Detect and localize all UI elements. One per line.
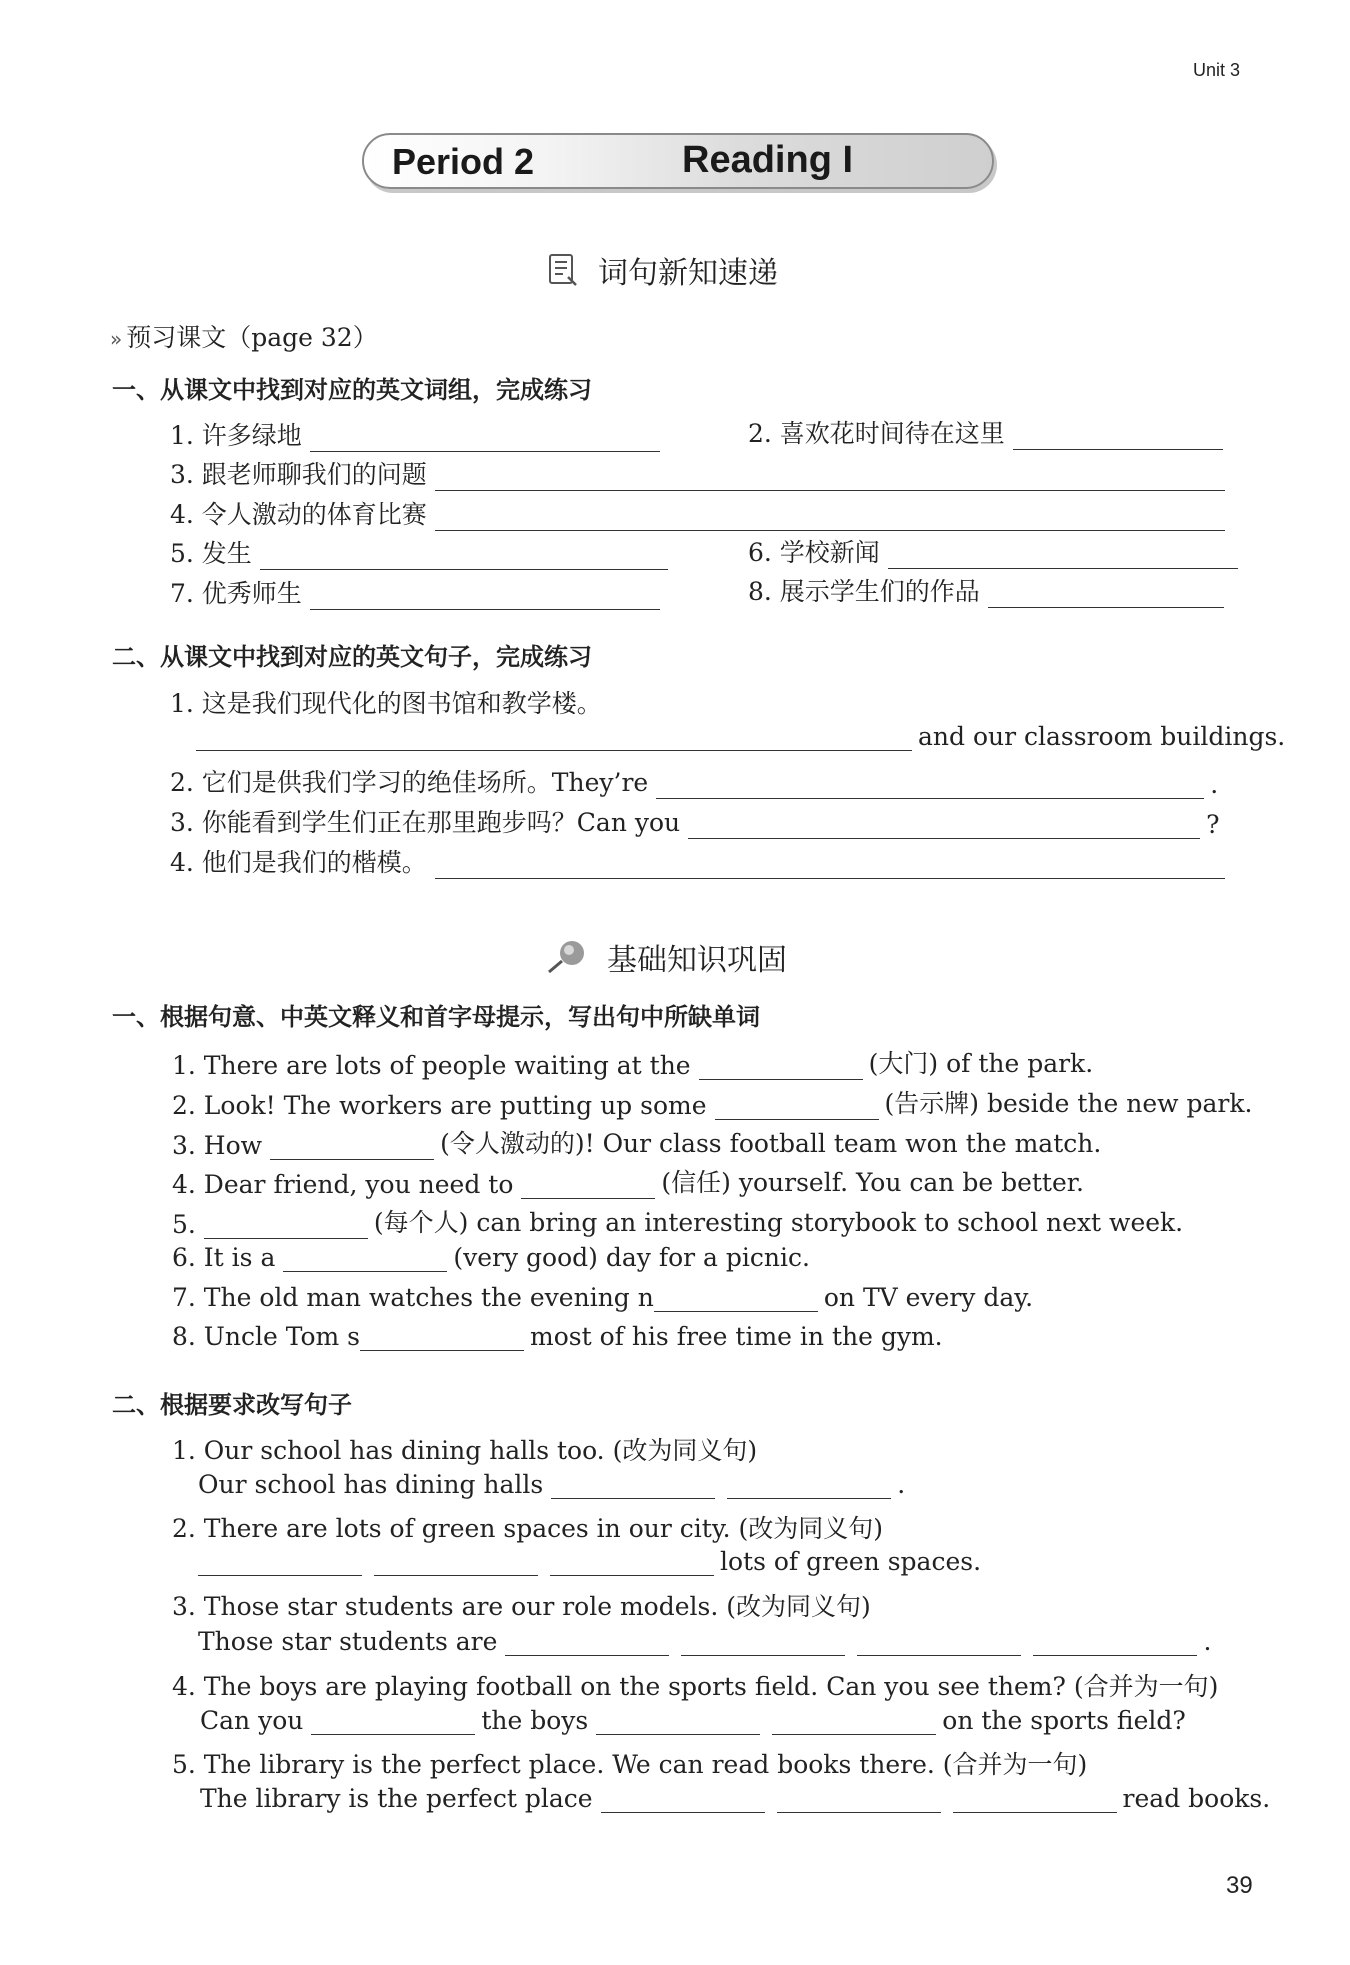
period-banner (362, 133, 994, 189)
answer-blank[interactable] (550, 1553, 714, 1576)
magnifier-icon (545, 939, 589, 975)
phrase-item: 4. 令人激动的体育比赛 (170, 495, 1231, 531)
answer-blank[interactable] (727, 1476, 891, 1499)
fill-item: 3. How (令人激动的)! Our class football team won the match. (172, 1129, 1102, 1160)
fill-item: 8. Uncle Tom s most of his free time in the gym. (172, 1322, 943, 1351)
rewrite-item: 2. There are lots of green spaces in our city. (改为同义句) (172, 1514, 884, 1543)
preview-text: 预习课文（page 32） (126, 323, 378, 352)
answer-blank[interactable] (310, 587, 660, 610)
answer-blank[interactable] (988, 585, 1224, 608)
answer-blank[interactable] (551, 1476, 715, 1499)
phrase-item: 7. 优秀师生 (170, 574, 666, 610)
answer-blank[interactable] (1013, 427, 1223, 450)
answer-blank[interactable] (505, 1633, 669, 1656)
answer-blank[interactable] (435, 468, 1225, 491)
phrase-item: 1. 许多绿地 (170, 416, 666, 452)
answer-blank[interactable] (601, 1790, 765, 1813)
rewrite-answer: Can you the boys on the sports field? (200, 1706, 1186, 1735)
fill-item: 6. It is a (very good) day for a picnic. (172, 1243, 810, 1272)
answer-blank[interactable] (715, 1097, 879, 1120)
section-vocab-title (548, 248, 778, 292)
answer-blank[interactable] (521, 1176, 655, 1199)
answer-blank[interactable] (374, 1553, 538, 1576)
section-basics-title-text: 基础知识巩固 (607, 943, 787, 978)
answer-blank[interactable] (204, 1216, 368, 1239)
phrase-item: 6. 学校新闻 (748, 533, 1244, 569)
answer-blank[interactable] (681, 1633, 845, 1656)
rewrite-answer: Those star students are . (198, 1627, 1212, 1656)
chevron-right-icon: » (110, 327, 123, 351)
sentence-item: 4. 他们是我们的楷模。 (170, 843, 1231, 879)
answer-blank[interactable] (699, 1057, 863, 1080)
rewrite-answer: Our school has dining halls . (198, 1470, 906, 1499)
rewrite-item: 3. Those star students are our role models. (改为同义句) (172, 1592, 871, 1621)
answer-blank[interactable] (310, 429, 660, 452)
vocab-part1-heading: 一、从课文中找到对应的英文词组，完成练习 (112, 376, 592, 404)
preview-line (110, 318, 378, 354)
answer-blank[interactable] (435, 856, 1225, 879)
basics-part1-heading: 一、根据句意、中英文释义和首字母提示，写出句中所缺单词 (112, 1003, 760, 1031)
phrase-item: 3. 跟老师聊我们的问题 (170, 455, 1231, 491)
answer-blank[interactable] (772, 1712, 936, 1735)
fill-item: 7. The old man watches the evening n on TV every day. (172, 1283, 1034, 1312)
answer-blank[interactable] (196, 728, 912, 751)
answer-blank[interactable] (260, 547, 668, 570)
reading-label: Reading I (682, 139, 854, 181)
fill-item: 2. Look! The workers are putting up some (告示牌) beside the new park. (172, 1089, 1253, 1120)
page-number: 39 (1226, 1872, 1253, 1899)
phrase-item: 2. 喜欢花时间待在这里 (748, 414, 1229, 450)
answer-blank[interactable] (270, 1137, 434, 1160)
section-vocab-title-text: 词句新知速递 (598, 256, 778, 291)
unit-label: Unit 3 (1193, 60, 1241, 80)
rewrite-item: 1. Our school has dining halls too. (改为同义句) (172, 1436, 758, 1465)
answer-blank[interactable] (435, 508, 1225, 531)
period-label: Period 2 (392, 141, 535, 182)
answer-blank[interactable] (1033, 1633, 1197, 1656)
fill-item: 1. There are lots of people waiting at the (大门) of the park. (172, 1049, 1094, 1080)
sentence-item: 2. 它们是供我们学习的绝佳场所。They’re . (170, 768, 1219, 799)
answer-blank[interactable] (283, 1249, 447, 1272)
rewrite-answer: lots of green spaces. (198, 1547, 981, 1576)
answer-blank[interactable] (888, 546, 1238, 569)
answer-blank[interactable] (857, 1633, 1021, 1656)
section-basics-title (545, 935, 787, 979)
answer-blank[interactable] (953, 1790, 1117, 1813)
basics-part2-heading: 二、根据要求改写句子 (112, 1391, 352, 1419)
fill-item: 4. Dear friend, you need to (信任) yourself. You can be better. (172, 1168, 1084, 1199)
sentence-item: 1. 这是我们现代化的图书馆和教学楼。 (170, 689, 602, 718)
answer-blank[interactable] (656, 776, 1204, 799)
sentence-item: 3. 你能看到学生们正在那里跑步吗？Can you ? (170, 808, 1220, 839)
rewrite-item: 5. The library is the perfect place. We can read books there. (合并为一句) (172, 1750, 1088, 1779)
rewrite-answer: The library is the perfect place read books. (200, 1784, 1271, 1813)
vocab-part2-heading: 二、从课文中找到对应的英文句子，完成练习 (112, 643, 592, 671)
answer-blank[interactable] (360, 1328, 524, 1351)
answer-blank[interactable] (311, 1712, 475, 1735)
sentence-answer-line: and our classroom buildings. (196, 722, 1285, 751)
answer-blank[interactable] (777, 1790, 941, 1813)
answer-blank[interactable] (688, 816, 1200, 839)
fill-item: 5. (每个人) can bring an interesting storybook to school next week. (172, 1208, 1184, 1239)
rewrite-item: 4. The boys are playing football on the sports field. Can you see them? (合并为一句) (172, 1672, 1219, 1701)
notes-icon (548, 253, 580, 287)
answer-blank[interactable] (654, 1289, 818, 1312)
answer-blank[interactable] (198, 1553, 362, 1576)
phrase-item: 5. 发生 (170, 534, 674, 570)
answer-blank[interactable] (596, 1712, 760, 1735)
phrase-item: 8. 展示学生们的作品 (748, 572, 1230, 608)
